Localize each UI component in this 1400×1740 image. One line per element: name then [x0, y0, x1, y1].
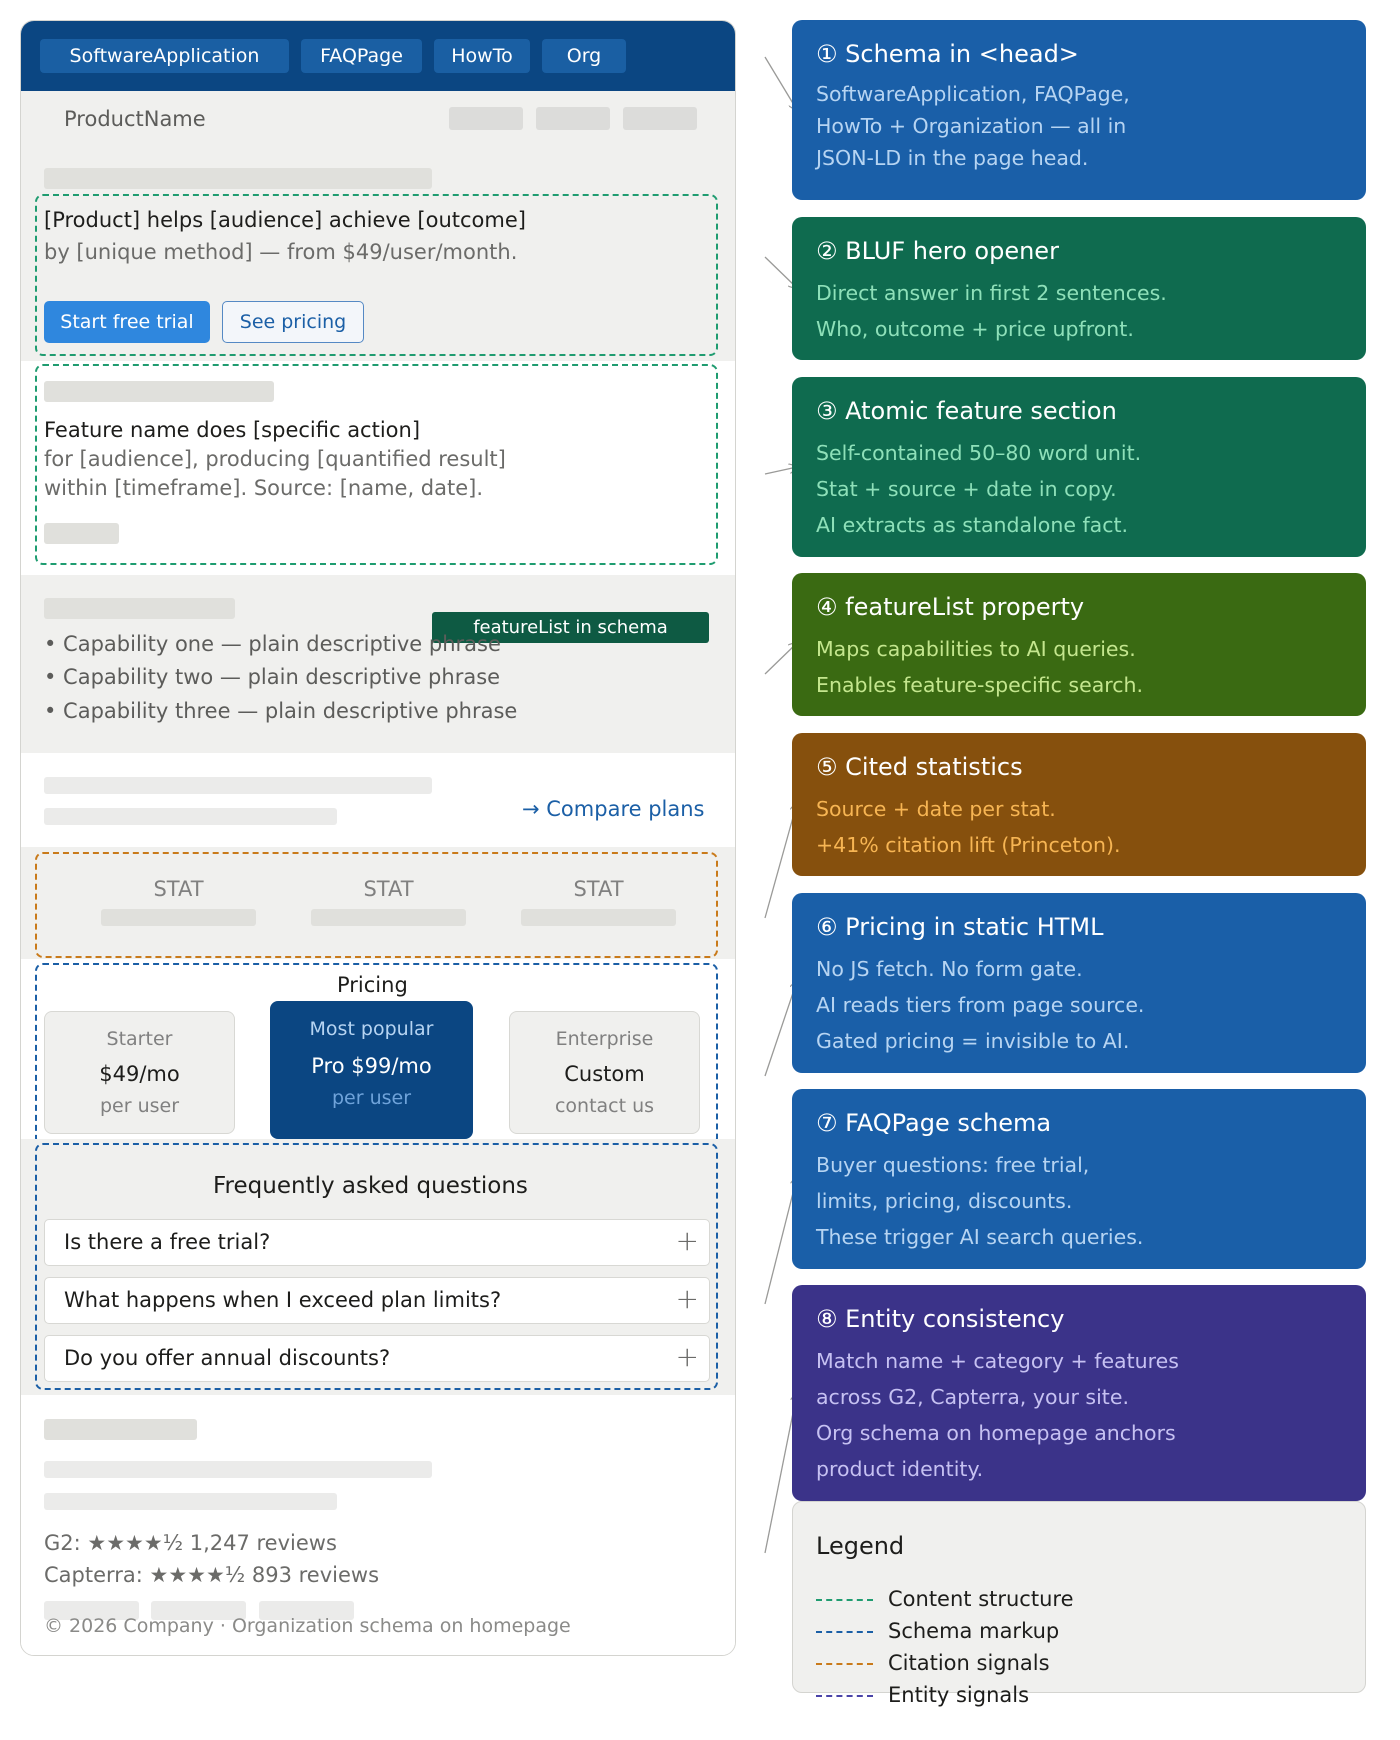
annotation-line: Who, outcome + price upfront. [816, 317, 1134, 341]
legend-swatch [816, 1695, 873, 1697]
legend-swatch [816, 1663, 873, 1665]
annotation-title: ④ featureList property [816, 593, 1085, 621]
annotation-line: +41% citation lift (Princeton). [816, 833, 1121, 857]
faq-question: What happens when I exceed plan limits? [64, 1288, 502, 1312]
annotation-line: JSON-LD in the page head. [816, 146, 1089, 170]
hero-headline: [Product] helps [audience] achieve [outcome] [44, 208, 526, 232]
faq-heading: Frequently asked questions [213, 1173, 528, 1199]
annotation-line: SoftwareApplication, FAQPage, [816, 82, 1130, 106]
capability-item: • Capability one — plain descriptive phrase [44, 632, 501, 656]
legend-swatch [816, 1599, 873, 1601]
legend-label: Citation signals [888, 1651, 1050, 1675]
annotation-line: These trigger AI search queries. [816, 1225, 1144, 1249]
faq-question: Is there a free trial? [64, 1230, 271, 1254]
annotation-line: Match name + category + features [816, 1349, 1179, 1373]
tier-note: contact us [554, 1095, 655, 1117]
annotation-line: Stat + source + date in copy. [816, 477, 1117, 501]
annotation-faqpage-schema [792, 1089, 1366, 1269]
tab-org[interactable]: Org [542, 39, 626, 73]
annotation-title: ② BLUF hero opener [816, 237, 1059, 265]
tab-softwareapplication[interactable]: SoftwareApplication [40, 39, 289, 73]
annotation-line: AI extracts as standalone fact. [816, 513, 1129, 537]
legend-label: Entity signals [888, 1683, 1030, 1707]
start-free-trial-button[interactable]: Start free trial [44, 301, 210, 343]
capability-item: • Capability three — plain descriptive phrase [44, 699, 518, 723]
feature-line: for [audience], producing [quantified result] [44, 447, 506, 471]
tier-price: Pro $99/mo [311, 1054, 432, 1078]
plus-icon[interactable]: + [675, 1224, 699, 1257]
annotation-line: Org schema on homepage anchors [816, 1421, 1176, 1445]
legend-swatch [816, 1631, 873, 1633]
annotation-line: AI reads tiers from page source. [816, 993, 1145, 1017]
annotation-featurelist [792, 573, 1366, 716]
annotation-title: ① Schema in <head> [816, 40, 1079, 68]
legend [792, 1501, 1366, 1707]
footer-text: © 2026 Company · Organization schema on homepage [44, 1615, 571, 1637]
annotation-pricing-static [792, 893, 1366, 1073]
tier-name: Most popular [309, 1018, 434, 1040]
annotation-line: across G2, Capterra, your site. [816, 1385, 1129, 1409]
tier-name: Starter [106, 1028, 173, 1050]
tier-note: per user [331, 1087, 412, 1109]
plus-icon[interactable]: + [675, 1340, 699, 1373]
annotation-line: Self-contained 50–80 word unit. [816, 441, 1142, 465]
annotation-title: ③ Atomic feature section [816, 397, 1117, 425]
annotation-line: Buyer questions: free trial, [816, 1153, 1090, 1177]
legend-item [816, 1619, 1316, 1645]
legend-title: Legend [816, 1532, 905, 1560]
featurelist-badge: featureList in schema [432, 612, 709, 643]
tier-name: Enterprise [555, 1028, 654, 1050]
capability-item: • Capability two — plain descriptive phrase [44, 665, 501, 689]
legend-item [816, 1651, 1316, 1677]
product-name: ProductName [64, 107, 206, 131]
annotation-line: Enables feature-specific search. [816, 673, 1144, 697]
annotation-line: limits, pricing, discounts. [816, 1189, 1073, 1213]
faq-question: Do you offer annual discounts? [64, 1346, 391, 1370]
annotation-title: ⑦ FAQPage schema [816, 1109, 1052, 1137]
feature-line: within [timeframe]. Source: [name, date]. [44, 476, 484, 500]
annotation-line: Maps capabilities to AI queries. [816, 637, 1136, 661]
g2-reviews: G2: ★★★★½ 1,247 reviews [44, 1531, 337, 1555]
legend-label: Schema markup [888, 1619, 1060, 1643]
capterra-reviews: Capterra: ★★★★½ 893 reviews [44, 1563, 380, 1587]
annotation-line: product identity. [816, 1457, 984, 1481]
tier-price: Custom [564, 1062, 645, 1086]
legend-label: Content structure [888, 1587, 1074, 1611]
annotation-title: ⑥ Pricing in static HTML [816, 913, 1104, 941]
legend-item [816, 1587, 1316, 1613]
feature-headline: Feature name does [specific action] [44, 418, 421, 442]
see-pricing-button[interactable]: See pricing [222, 301, 364, 343]
annotation-schema-in-head [792, 20, 1366, 200]
tier-price: $49/mo [99, 1062, 180, 1086]
stat-label: STAT [153, 877, 204, 901]
annotation-cited-statistics [792, 733, 1366, 876]
legend-item [816, 1683, 1316, 1709]
annotation-bluf-hero [792, 217, 1366, 360]
annotation-line: HowTo + Organization — all in [816, 114, 1127, 138]
stat-label: STAT [363, 877, 414, 901]
annotation-line: Gated pricing = invisible to AI. [816, 1029, 1130, 1053]
tab-faqpage[interactable]: FAQPage [301, 39, 422, 73]
annotation-title: ⑧ Entity consistency [816, 1305, 1065, 1333]
annotation-line: Direct answer in first 2 sentences. [816, 281, 1167, 305]
compare-plans-link[interactable]: → Compare plans [522, 797, 705, 821]
stat-label: STAT [573, 877, 624, 901]
annotation-line: No JS fetch. No form gate. [816, 957, 1083, 981]
pricing-heading: Pricing [337, 973, 408, 997]
plus-icon[interactable]: + [675, 1282, 699, 1315]
annotation-atomic-feature [792, 377, 1366, 557]
annotation-entity-consistency [792, 1285, 1366, 1501]
annotation-line: Source + date per stat. [816, 797, 1056, 821]
tier-note: per user [99, 1095, 180, 1117]
tab-howto[interactable]: HowTo [434, 39, 530, 73]
annotation-title: ⑤ Cited statistics [816, 753, 1023, 781]
hero-subline: by [unique method] — from $49/user/month. [44, 240, 518, 264]
